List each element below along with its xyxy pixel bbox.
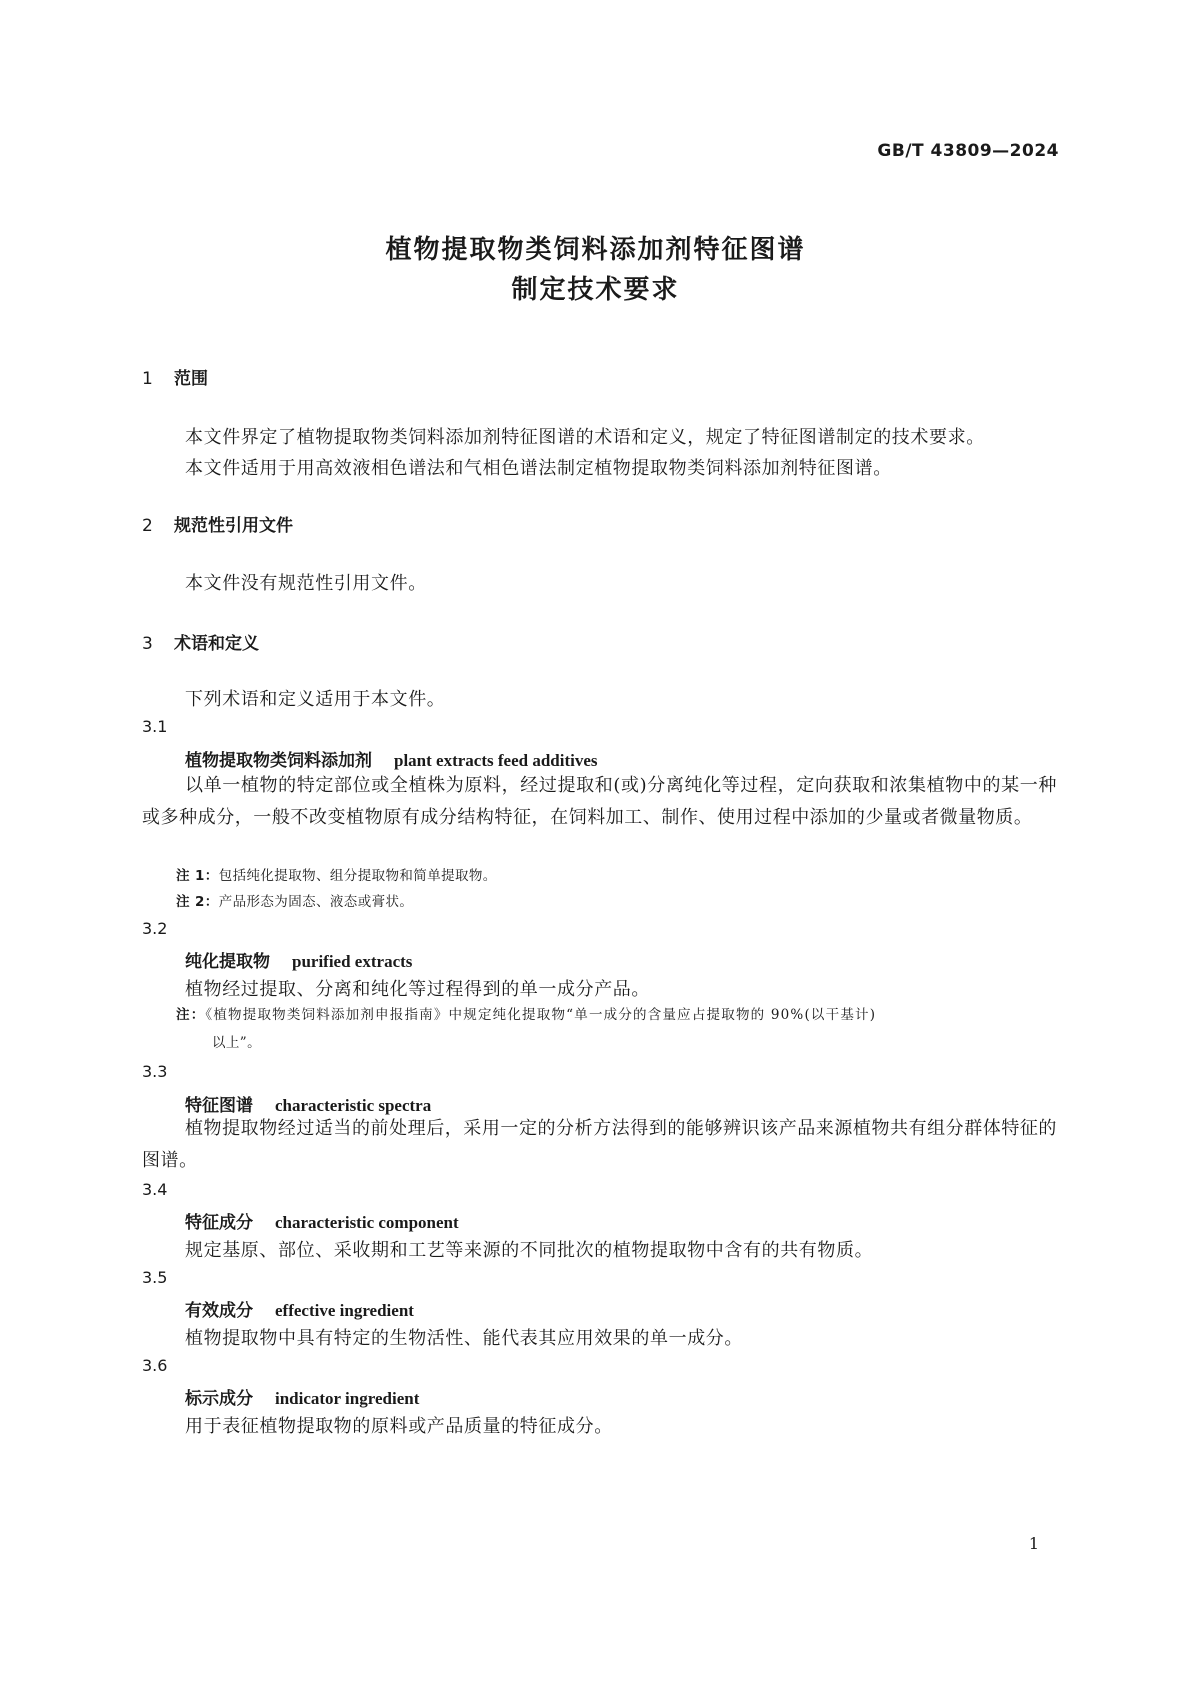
section-title: 术语和定义 (174, 634, 259, 654)
term-definition: 植物提取物经过适当的前处理后，采用一定的分析方法得到的能够辨识该产品来源植物共有组分群体特征的图谱。 (142, 1118, 1057, 1171)
term-title-zh: 特征成分 (185, 1213, 253, 1233)
note-label: 注： (176, 1007, 206, 1023)
term-number: 3.1 (142, 717, 168, 736)
term-number: 3.6 (142, 1356, 168, 1375)
term-definition: 以单一植物的特定部位或全植株为原料，经过提取和(或)分离纯化等过程，定向获取和浓集植物中的某一种或多种成分，一般不改变植物原有成分结构特征，在饲料加工、制作、使用过程中添加的少量或者微量物质。 (142, 775, 1057, 828)
term-title-zh: 有效成分 (185, 1301, 253, 1321)
normative-references-paragraph: 本文件没有规范性引用文件。 (185, 573, 427, 594)
note-label: 注 1： (176, 868, 219, 884)
term-title-zh: 植物提取物类饲料添加剂 (185, 751, 372, 771)
section-number: 2 (142, 516, 153, 536)
scope-paragraph-1: 本文件界定了植物提取物类饲料添加剂特征图谱的术语和定义，规定了特征图谱制定的技术要求。 (185, 427, 985, 448)
term-note (176, 1001, 1071, 1057)
note-text-continuation: 以上”。 (212, 1035, 262, 1051)
term-definition: 规定基原、部位、采收期和工艺等来源的不同批次的植物提取物中含有的共有物质。 (185, 1240, 874, 1261)
term-title-en: plant extracts feed additives (394, 751, 598, 770)
note-label: 注 2： (176, 894, 219, 910)
note-text: 产品形态为固态、液态或膏状。 (218, 894, 414, 910)
term-definition: 植物提取物中具有特定的生物活性、能代表其应用效果的单一成分。 (185, 1328, 743, 1349)
document-title-line-1: 植物提取物类饲料添加剂特征图谱 (385, 235, 806, 265)
term-title (185, 1384, 419, 1409)
section-number: 1 (142, 369, 153, 389)
term-number: 3.2 (142, 919, 168, 938)
term-title-zh: 标示成分 (185, 1389, 253, 1409)
section-1-heading (142, 364, 208, 389)
term-title-en: effective ingredient (275, 1301, 414, 1320)
scope-paragraph-2: 本文件适用于用高效液相色谱法和气相色谱法制定植物提取物类饲料添加剂特征图谱。 (185, 458, 892, 479)
note-text: 包括纯化提取物、组分提取物和简单提取物。 (218, 868, 497, 884)
standard-number: GB/T 43809—2024 (877, 141, 1059, 161)
page-number: 1 (1028, 1534, 1039, 1553)
term-number: 3.3 (142, 1062, 168, 1081)
note-text: 《植物提取物类饲料添加剂申报指南》中规定纯化提取物“单一成分的含量应占提取物的 90%(以干基计) (205, 1007, 877, 1023)
term-title (185, 1296, 414, 1321)
term-number: 3.5 (142, 1268, 168, 1287)
term-title-en: purified extracts (292, 952, 413, 971)
section-3-heading (142, 629, 259, 654)
term-title-en: characteristic spectra (275, 1096, 432, 1115)
term-note (176, 864, 497, 884)
term-title (185, 1208, 459, 1233)
term-definition: 用于表征植物提取物的原料或产品质量的特征成分。 (185, 1416, 613, 1437)
section-title: 范围 (174, 369, 208, 389)
term-definition: 植物经过提取、分离和纯化等过程得到的单一成分产品。 (185, 979, 650, 1000)
term-title (185, 947, 412, 972)
term-title-en: characteristic component (275, 1213, 459, 1232)
section-number: 3 (142, 634, 153, 654)
term-note (176, 890, 413, 910)
term-title-zh: 纯化提取物 (185, 952, 270, 972)
document-title-line-2: 制定技术要求 (511, 275, 680, 305)
term-title-zh: 特征图谱 (185, 1096, 253, 1116)
section-title: 规范性引用文件 (174, 516, 293, 536)
terms-intro-paragraph: 下列术语和定义适用于本文件。 (185, 689, 446, 710)
section-2-heading (142, 511, 293, 536)
term-title (185, 746, 598, 771)
term-number: 3.4 (142, 1180, 168, 1199)
term-title-en: indicator ingredient (275, 1389, 420, 1408)
